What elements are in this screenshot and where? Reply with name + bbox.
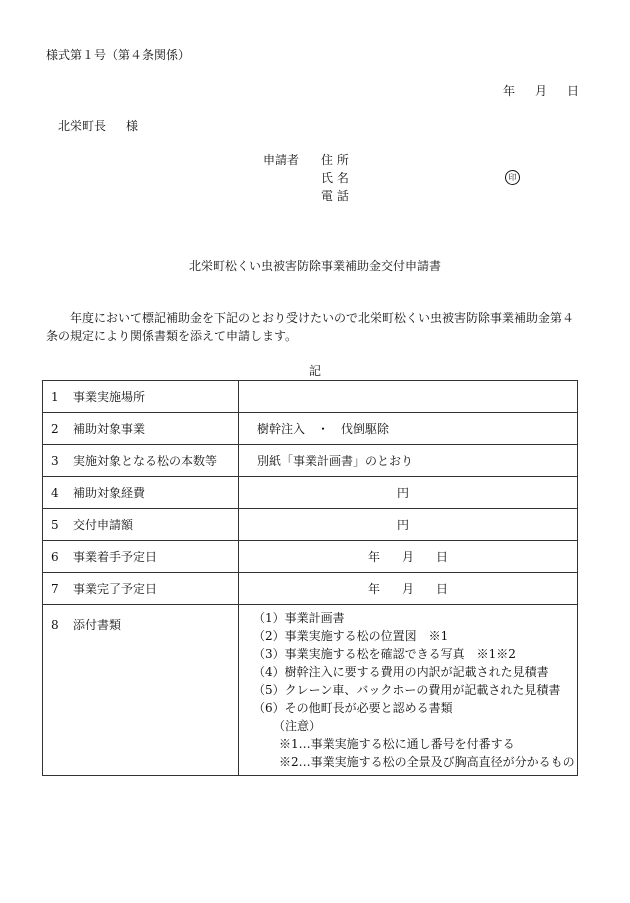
list-item: （6）その他町長が必要と認める書類 — [253, 701, 453, 715]
form-number: 様式第１号（第４条関係） — [46, 48, 191, 62]
table-row — [43, 573, 578, 605]
row-label: 4 補助対象経費 — [43, 477, 239, 509]
attachment-list — [239, 605, 577, 775]
row-label: 5 交付申請額 — [43, 509, 239, 541]
addressee-honorific: 様 — [126, 119, 139, 133]
note-item: ※1…事業実施する松に通し番号を付番する — [279, 737, 515, 751]
notes-heading: （注意） — [273, 719, 322, 733]
end-date-cell: 年 月 日 — [239, 573, 578, 605]
addressee — [58, 118, 138, 134]
row-label: 3 実施対象となる松の本数等 — [43, 445, 239, 477]
tree-count-cell: 別紙「事業計画書」のとおり — [239, 445, 578, 477]
row-label: 6 事業着手予定日 — [43, 541, 239, 573]
yen-unit: 円 — [397, 518, 410, 532]
list-item: （1）事業計画書 — [253, 611, 345, 625]
table-row — [43, 509, 578, 541]
seal-mark: 印 — [505, 170, 520, 185]
table-row — [43, 381, 578, 413]
table-row — [43, 413, 578, 445]
location-cell — [239, 381, 578, 413]
table-row — [43, 477, 578, 509]
grant-amount-cell — [239, 509, 578, 541]
table-row — [43, 541, 578, 573]
row-label: 7 事業完了予定日 — [43, 573, 239, 605]
row-label: 1 事業実施場所 — [43, 381, 239, 413]
list-item: （3）事業実施する松を確認できる写真 ※1※2 — [253, 647, 516, 661]
items-table — [42, 380, 578, 776]
applicant-label: 申請者 — [263, 153, 300, 167]
table-row — [43, 445, 578, 477]
list-item: （5）クレーン車、バックホーの費用が記載された見積書 — [253, 683, 561, 697]
eligible-cost-cell — [239, 477, 578, 509]
yen-unit: 円 — [397, 486, 410, 500]
row-label: 8 添付書類 — [43, 605, 239, 776]
list-item: （4）樹幹注入に要する費用の内訳が記載された見積書 — [253, 665, 549, 679]
date-year: 年 — [503, 84, 516, 98]
project-type-cell: 樹幹注入 ・ 伐倒駆除 — [239, 413, 578, 445]
body-text: 年度において標記補助金を下記のとおり受けたいので北栄町松くい虫被害防除事業補助金第４条の規定により関係書類を添えて申請します。 — [46, 311, 575, 343]
row-label: 2 補助対象事業 — [43, 413, 239, 445]
table-row — [43, 605, 578, 776]
address-label: 住 所 — [321, 153, 349, 167]
date-line — [503, 83, 579, 99]
date-day: 日 — [567, 84, 580, 98]
phone-label: 電 話 — [321, 189, 349, 203]
ki-heading: 記 — [308, 364, 321, 378]
date-month: 月 — [535, 84, 548, 98]
note-item: ※2…事業実施する松の全景及び胸高直径が分かるもの — [279, 755, 575, 769]
document-title: 北栄町松くい虫被害防除事業補助金交付申請書 — [188, 259, 441, 273]
addressee-name: 北栄町長 — [58, 119, 107, 133]
attachments-cell — [239, 605, 578, 776]
list-item: （2）事業実施する松の位置図 ※1 — [253, 629, 449, 643]
name-label: 氏 名 — [321, 171, 349, 185]
start-date-cell: 年 月 日 — [239, 541, 578, 573]
